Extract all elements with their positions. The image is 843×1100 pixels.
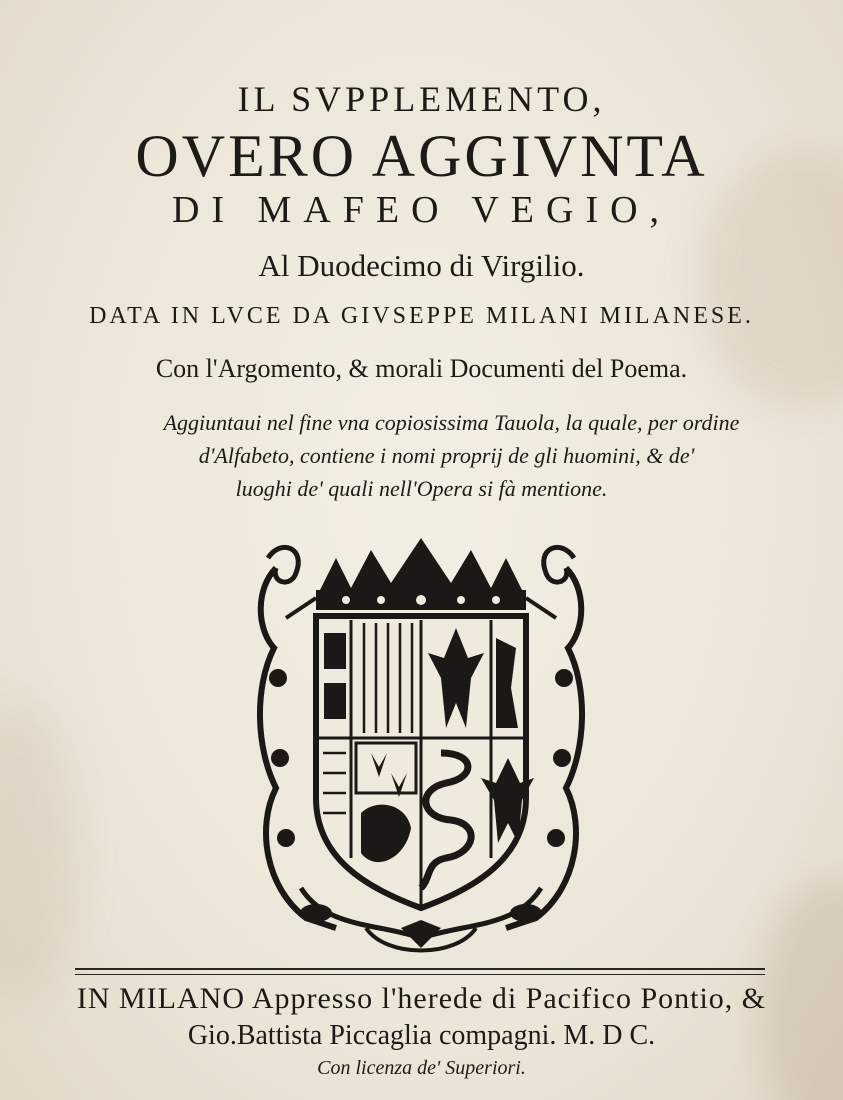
imprint-line-1: IN MILANO Appresso l'herede di Pacifico Pontio, &: [76, 982, 767, 1015]
editor-line: DATA IN LVCE DA GIVSEPPE MILANI MILANESE.: [89, 303, 754, 329]
italic-note-line-3: luoghi de' quali nell'Opera si fà mentione.: [235, 476, 608, 501]
coat-of-arms-woodcut-icon: [246, 528, 596, 958]
author-line: DI MAFEO VEGIO,: [171, 189, 672, 231]
divider-rule-thin: [75, 974, 765, 975]
paper-stain: [0, 700, 80, 1000]
contents-line: Con l'Argomento, & morali Documenti del Poema.: [155, 354, 688, 383]
license-line: Con licenza de' Superiori.: [317, 1057, 526, 1079]
subtitle-line: Al Duodecimo di Virgilio.: [258, 248, 585, 283]
divider-rule: [75, 968, 765, 970]
imprint-line-2: Gio.Battista Piccaglia compagni. M. D C.: [187, 1020, 656, 1051]
title-line-2: OVERO AGGIVNTA: [135, 123, 708, 189]
italic-note-line-1: Aggiuntaui nel fine vna copiosissima Tauola, la quale, per ordine: [163, 410, 740, 435]
title-line-1: IL SVPPLEMENTO,: [237, 79, 606, 119]
italic-note-line-2: d'Alfabeto, contiene i nomi proprij de gli huomini, & de': [198, 443, 695, 468]
